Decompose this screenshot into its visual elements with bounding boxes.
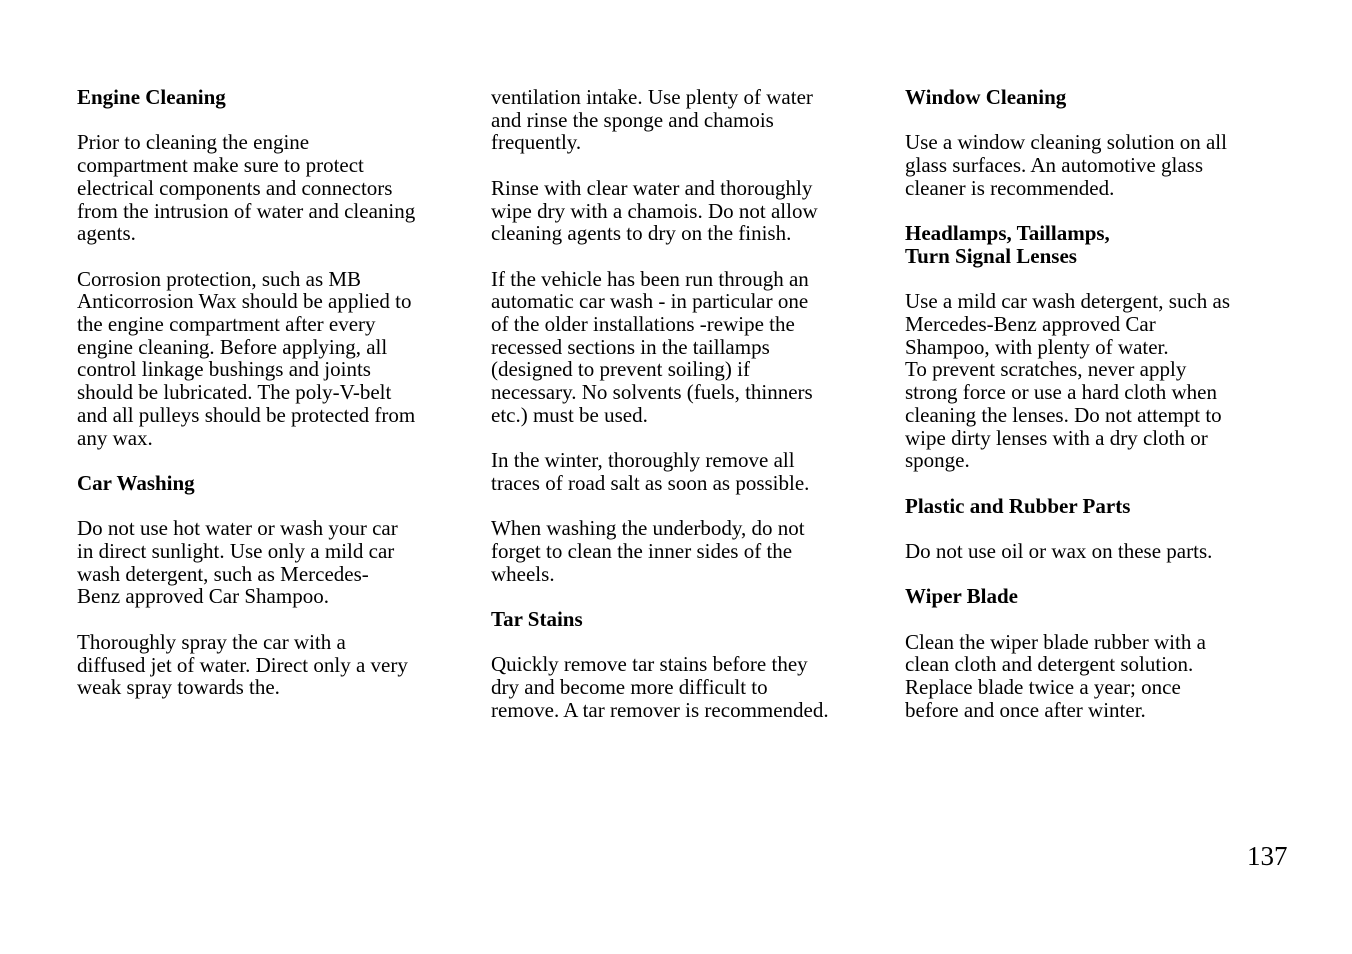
heading-line: Wiper Blade bbox=[905, 584, 1018, 609]
body-paragraph bbox=[905, 290, 1277, 472]
heading-line: Plastic and Rubber Parts bbox=[905, 493, 1131, 518]
page-number: 137 bbox=[1247, 841, 1288, 871]
text-line: electrical components and connectors bbox=[77, 175, 393, 200]
text-line: (designed to prevent soiling) if bbox=[491, 357, 750, 382]
body-paragraph bbox=[491, 653, 863, 721]
body-paragraph bbox=[491, 268, 863, 427]
body-paragraph bbox=[905, 631, 1277, 722]
text-line: forget to clean the inner sides of the bbox=[491, 539, 793, 563]
text-line: Quickly remove tar stains before they bbox=[491, 652, 808, 677]
text-line: Corrosion protection, such as MB bbox=[77, 266, 362, 291]
text-line: Use a mild car wash detergent, such as bbox=[905, 289, 1231, 314]
text-line: Replace blade twice a year; once bbox=[905, 675, 1181, 700]
body-paragraph bbox=[491, 449, 863, 494]
text-line: frequently. bbox=[491, 130, 582, 155]
heading-line: Car Washing bbox=[77, 470, 195, 495]
section-heading bbox=[491, 608, 863, 631]
text-line: dry and become more difficult to bbox=[491, 675, 768, 700]
text-line: engine cleaning. Before applying, all bbox=[77, 334, 388, 359]
text-line: and rinse the sponge and chamois bbox=[491, 107, 774, 132]
heading-line: Headlamps, Taillamps, bbox=[905, 221, 1110, 246]
text-line: wipe dry with a chamois. Do not allow bbox=[491, 198, 818, 223]
section-heading bbox=[77, 86, 449, 109]
text-line: diffused jet of water. Direct only a very bbox=[77, 652, 408, 677]
section-heading bbox=[905, 585, 1277, 608]
text-line: Shampoo, with plenty of water. bbox=[905, 334, 1169, 359]
text-line: in direct sunlight. Use only a mild car bbox=[77, 539, 395, 563]
text-line: weak spray towards the. bbox=[77, 675, 280, 700]
text-line: sponge. bbox=[905, 448, 970, 473]
text-line: etc.) must be used. bbox=[491, 402, 648, 427]
body-paragraph bbox=[77, 631, 449, 699]
text-line: When washing the underbody, do not bbox=[491, 516, 805, 541]
section-heading bbox=[905, 495, 1277, 518]
text-line: from the intrusion of water and cleaning bbox=[77, 198, 416, 223]
body-paragraph bbox=[77, 517, 449, 608]
text-line: Anticorrosion Wax should be applied to bbox=[77, 289, 412, 314]
text-line: wheels. bbox=[491, 561, 555, 586]
text-line: glass surfaces. An automotive glass bbox=[905, 153, 1204, 178]
body-paragraph bbox=[77, 268, 449, 450]
text-line: In the winter, thoroughly remove all bbox=[491, 448, 795, 473]
text-line: Mercedes-Benz approved Car bbox=[905, 311, 1156, 336]
text-line: Thoroughly spray the car with a bbox=[77, 629, 346, 654]
text-column-1 bbox=[77, 86, 449, 722]
text-line: Do not use oil or wax on these parts. bbox=[905, 538, 1213, 563]
body-paragraph bbox=[77, 131, 449, 245]
heading-line: Turn Signal Lenses bbox=[905, 243, 1077, 268]
text-line: Use a window cleaning solution on all bbox=[905, 130, 1227, 155]
text-line: cleaning agents to dry on the finish. bbox=[491, 221, 792, 246]
heading-line: Engine Cleaning bbox=[77, 85, 226, 109]
text-line: remove. A tar remover is recommended. bbox=[491, 697, 829, 722]
text-line: necessary. No solvents (fuels, thinners bbox=[491, 380, 813, 405]
text-line: Benz approved Car Shampoo. bbox=[77, 584, 329, 609]
text-line: strong force or use a hard cloth when bbox=[905, 380, 1217, 405]
text-line: compartment make sure to protect bbox=[77, 153, 364, 178]
heading-line: Tar Stains bbox=[491, 607, 583, 632]
text-line: wipe dirty lenses with a dry cloth or bbox=[905, 425, 1208, 450]
section-heading bbox=[905, 86, 1277, 109]
text-line: any wax. bbox=[77, 425, 153, 450]
text-line: wash detergent, such as Mercedes- bbox=[77, 561, 369, 586]
text-line: To prevent scratches, never apply bbox=[905, 357, 1187, 382]
body-paragraph bbox=[905, 131, 1277, 199]
text-line: of the older installations -rewipe the bbox=[491, 312, 795, 336]
text-column-3 bbox=[905, 86, 1277, 744]
text-line: the engine compartment after every bbox=[77, 312, 376, 336]
body-paragraph bbox=[491, 177, 863, 245]
body-paragraph bbox=[491, 86, 863, 154]
text-line: control linkage bushings and joints bbox=[77, 357, 371, 382]
text-line: recessed sections in the taillamps bbox=[491, 334, 770, 359]
text-line: should be lubricated. The poly-V-belt bbox=[77, 380, 392, 405]
text-line: If the vehicle has been run through an bbox=[491, 266, 809, 291]
text-line: automatic car wash - in particular one bbox=[491, 289, 809, 314]
text-column-2 bbox=[491, 86, 863, 744]
text-line: and all pulleys should be protected from bbox=[77, 402, 416, 427]
text-line: Clean the wiper blade rubber with a bbox=[905, 629, 1206, 654]
text-line: before and once after winter. bbox=[905, 697, 1146, 722]
text-line: Rinse with clear water and thoroughly bbox=[491, 175, 813, 200]
text-line: clean cloth and detergent solution. bbox=[905, 652, 1194, 677]
text-line: Prior to cleaning the engine bbox=[77, 130, 310, 155]
text-line: cleaner is recommended. bbox=[905, 175, 1115, 200]
body-paragraph bbox=[491, 517, 863, 585]
section-heading bbox=[905, 222, 1277, 267]
text-line: cleaning the lenses. Do not attempt to bbox=[905, 402, 1222, 427]
text-line: traces of road salt as soon as possible. bbox=[491, 470, 810, 495]
body-paragraph bbox=[905, 540, 1277, 563]
heading-line: Window Cleaning bbox=[905, 85, 1067, 109]
text-line: ventilation intake. Use plenty of water bbox=[491, 85, 813, 109]
text-line: agents. bbox=[77, 221, 136, 246]
text-line: Do not use hot water or wash your car bbox=[77, 516, 398, 541]
section-heading bbox=[77, 472, 449, 495]
